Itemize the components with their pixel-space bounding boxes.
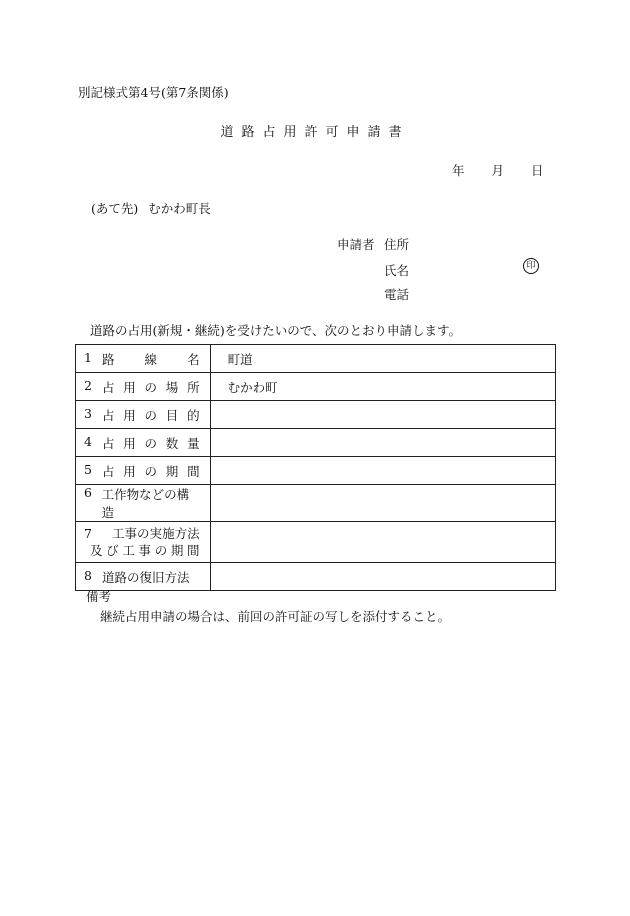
row-label-cell bbox=[76, 373, 211, 401]
table-row bbox=[76, 345, 556, 373]
row-label-char: 用 bbox=[123, 435, 136, 451]
row-label-char: の bbox=[144, 407, 158, 423]
row-label-char: 占 bbox=[102, 463, 115, 479]
row-value[interactable] bbox=[210, 401, 555, 429]
row-value[interactable] bbox=[210, 563, 555, 591]
row-value[interactable] bbox=[210, 485, 555, 522]
row-label bbox=[102, 350, 200, 368]
table-row bbox=[76, 457, 556, 485]
row-label-char: 工 bbox=[122, 543, 135, 558]
table-row bbox=[76, 522, 556, 563]
row-label-char: 法 bbox=[187, 526, 200, 541]
document-title: 道路占用許可申請書 bbox=[220, 125, 410, 140]
row-label-char: び bbox=[106, 543, 119, 558]
row-label-char: の bbox=[144, 435, 158, 451]
row-label-cell bbox=[76, 457, 211, 485]
row-label-char: の bbox=[154, 543, 168, 558]
row-label-char: 用 bbox=[123, 463, 136, 479]
addressee bbox=[91, 199, 211, 217]
row-number: 7 bbox=[84, 526, 92, 541]
row-label-char: 量 bbox=[187, 435, 200, 451]
row-label-char: 占 bbox=[102, 435, 115, 451]
remarks-label: 備考 bbox=[86, 589, 112, 604]
row-number: 5 bbox=[84, 461, 92, 477]
row-label-char: 占 bbox=[102, 379, 115, 395]
row-label-char: 用 bbox=[123, 379, 136, 395]
application-table bbox=[75, 344, 556, 591]
row-label-cell bbox=[76, 429, 211, 457]
row-label-char: 的 bbox=[187, 407, 200, 423]
row-label bbox=[112, 525, 200, 542]
row-label-cell bbox=[76, 522, 211, 563]
row-label-char: 間 bbox=[187, 463, 200, 479]
date-day: 日 bbox=[531, 163, 544, 178]
row-label-char: 名 bbox=[187, 351, 200, 367]
row-label-char: 路 bbox=[102, 351, 115, 367]
row-label-char: 及 bbox=[90, 543, 103, 558]
row-label-char: 施 bbox=[162, 526, 175, 541]
row-number: 1 bbox=[84, 349, 92, 365]
addressee-name: むかわ町長 bbox=[148, 201, 211, 216]
row-label-char: 場 bbox=[165, 379, 179, 395]
row-label-char: 線 bbox=[144, 351, 158, 367]
table-row bbox=[76, 485, 556, 522]
row-number: 3 bbox=[84, 405, 92, 421]
row-value[interactable] bbox=[210, 522, 555, 563]
row-label-char: 間 bbox=[187, 543, 200, 558]
row-number: 8 bbox=[84, 567, 92, 583]
row-label: 工作物などの構造 bbox=[101, 487, 190, 520]
row-label-cell bbox=[76, 401, 211, 429]
row-label-char: 所 bbox=[187, 379, 200, 395]
applicant-phone-label: 電話 bbox=[384, 287, 410, 302]
row-number: 2 bbox=[84, 377, 92, 393]
row-label-char: 数 bbox=[165, 435, 179, 451]
row-label-char: 用 bbox=[123, 407, 136, 423]
seal-mark: 印 bbox=[523, 258, 539, 274]
row-label-cell bbox=[76, 485, 211, 522]
row-label-char: 実 bbox=[149, 526, 163, 541]
date-month: 月 bbox=[491, 163, 505, 178]
row-label-char: の bbox=[144, 463, 158, 479]
applicant-name-label: 氏名 bbox=[384, 263, 410, 278]
row-number: 4 bbox=[84, 433, 92, 449]
form-reference: 別記様式第4号(第7条関係) bbox=[78, 85, 229, 100]
row-number: 6 bbox=[84, 485, 92, 500]
row-label-char: 期 bbox=[165, 463, 179, 479]
row-value[interactable] bbox=[210, 457, 555, 485]
date-row bbox=[452, 161, 544, 179]
table-row bbox=[76, 401, 556, 429]
row-label bbox=[102, 378, 200, 396]
row-label-char: 工 bbox=[112, 526, 125, 541]
row-label-char: 期 bbox=[170, 543, 184, 558]
row-label-char: の bbox=[137, 526, 150, 541]
row-value[interactable] bbox=[210, 429, 555, 457]
row-label-char: 方 bbox=[174, 526, 188, 541]
row-label bbox=[102, 462, 200, 480]
row-label-char: 目 bbox=[165, 407, 179, 423]
addressee-label: (あて先) bbox=[91, 201, 139, 216]
table-row bbox=[76, 429, 556, 457]
date-year: 年 bbox=[452, 163, 465, 178]
remarks-text: 継続占用申請の場合は、前回の許可証の写しを添付すること。 bbox=[100, 609, 451, 624]
row-label-char: の bbox=[144, 379, 158, 395]
row-label bbox=[102, 434, 200, 452]
row-value[interactable]: 町道 bbox=[210, 345, 555, 373]
row-label-char: 事 bbox=[138, 543, 152, 558]
table-row bbox=[76, 373, 556, 401]
row-label: 道路の復旧方法 bbox=[102, 569, 190, 585]
row-label bbox=[84, 542, 200, 559]
intro-text: 道路の占用(新規・継続)を受けたいので、次のとおり申請します。 bbox=[90, 323, 462, 338]
row-label bbox=[102, 406, 200, 424]
row-label-char: 事 bbox=[124, 526, 138, 541]
table-row bbox=[76, 563, 556, 591]
row-label-cell bbox=[76, 345, 211, 373]
applicant-label: 申請者 bbox=[337, 237, 375, 252]
applicant-address-label: 住所 bbox=[384, 237, 410, 252]
row-label-char: 占 bbox=[102, 407, 115, 423]
row-value[interactable]: むかわ町 bbox=[210, 373, 555, 401]
